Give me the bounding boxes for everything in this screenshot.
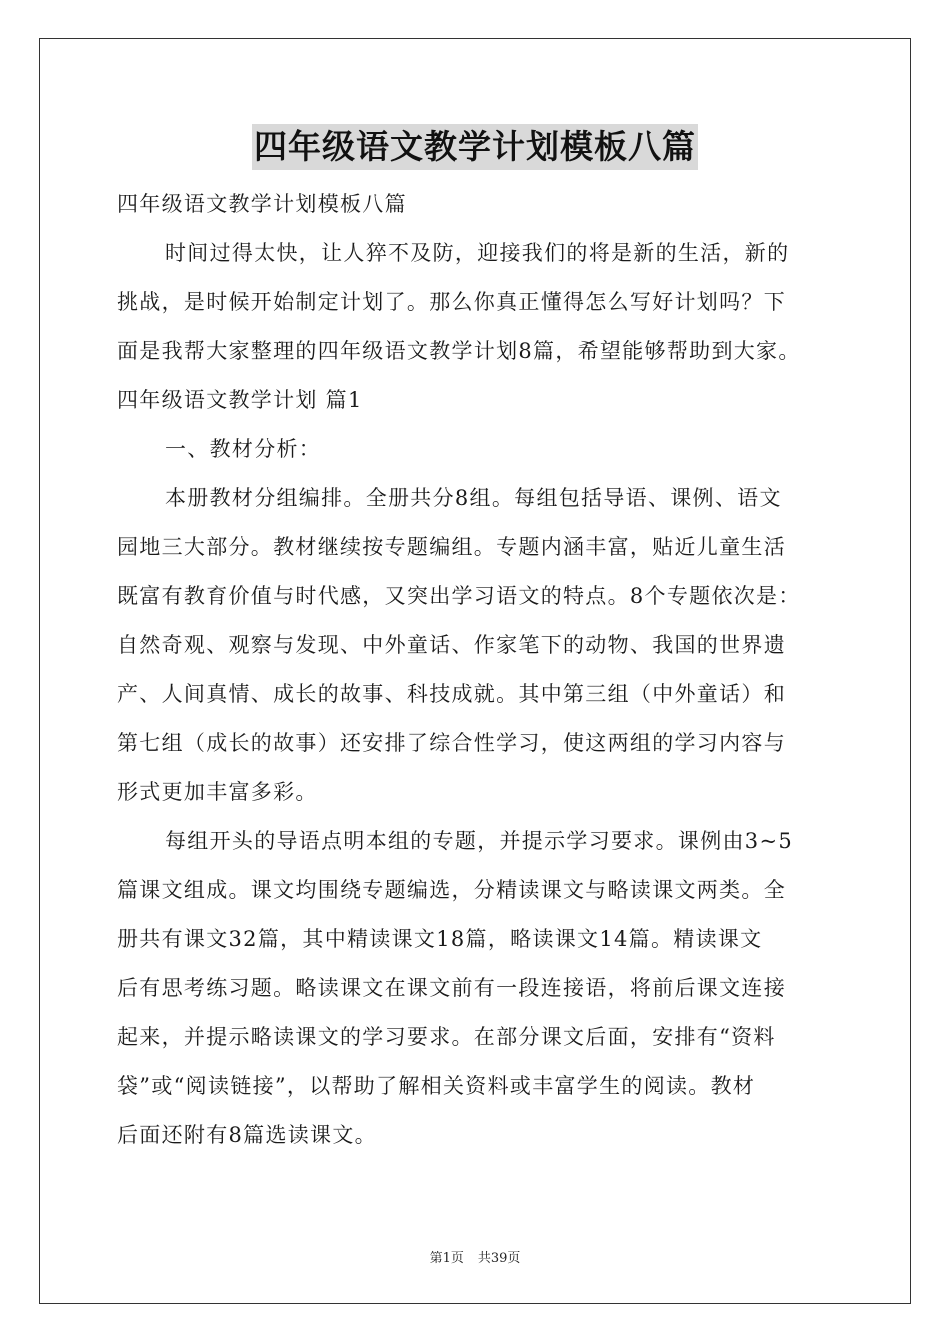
text-line: 袋”或“阅读链接”，以帮助了解相关资料或丰富学生的阅读。教材	[117, 1074, 756, 1098]
text-line: 产、人间真情、成长的故事、科技成就。其中第三组（中外童话）和	[117, 682, 786, 706]
document-title: 四年级语文教学计划模板八篇	[252, 124, 698, 170]
page-footer	[0, 1247, 950, 1266]
page-total: 共39页	[477, 1251, 521, 1266]
text-line: 每组开头的导语点明本组的专题，并提示学习要求。课例由3~5	[165, 829, 794, 853]
text-line: 园地三大部分。教材继续按专题编组。专题内涵丰富，贴近儿童生活	[117, 535, 786, 559]
page-number: 第1页	[429, 1251, 464, 1266]
text-line: 形式更加丰富多彩。	[117, 780, 318, 804]
text-line: 第七组（成长的故事）还安排了综合性学习，使这两组的学习内容与	[117, 731, 786, 755]
text-line: 自然奇观、观察与发现、中外童话、作家笔下的动物、我国的世界遗	[117, 633, 786, 657]
text-line: 起来，并提示略读课文的学习要求。在部分课文后面，安排有“资料	[117, 1025, 776, 1049]
text-line: 册共有课文32篇，其中精读课文18篇，略读课文14篇。精读课文	[117, 927, 763, 951]
text-line: 本册教材分组编排。全册共分8组。每组包括导语、课例、语文	[165, 486, 782, 510]
text-line: 一、教材分析：	[165, 437, 322, 461]
document-body	[117, 180, 837, 1160]
text-line: 既富有教育价值与时代感，又突出学习语文的特点。8个专题依次是：	[117, 584, 801, 608]
text-line: 面是我帮大家整理的四年级语文教学计划8篇，希望能够帮助到大家。	[117, 339, 801, 363]
text-line: 挑战，是时候开始制定计划了。那么你真正懂得怎么写好计划吗？下	[117, 290, 786, 314]
text-line: 四年级语文教学计划模板八篇	[117, 192, 407, 216]
text-line: 篇课文组成。课文均围绕专题编选，分精读课文与略读课文两类。全	[117, 878, 786, 902]
text-line: 四年级语文教学计划 篇1	[117, 388, 363, 412]
text-line: 时间过得太快，让人猝不及防，迎接我们的将是新的生活，新的	[165, 241, 790, 265]
text-line: 后有思考练习题。略读课文在课文前有一段连接语，将前后课文连接	[117, 976, 786, 1000]
title-wrap	[0, 124, 950, 170]
text-line: 后面还附有8篇选读课文。	[117, 1123, 377, 1147]
